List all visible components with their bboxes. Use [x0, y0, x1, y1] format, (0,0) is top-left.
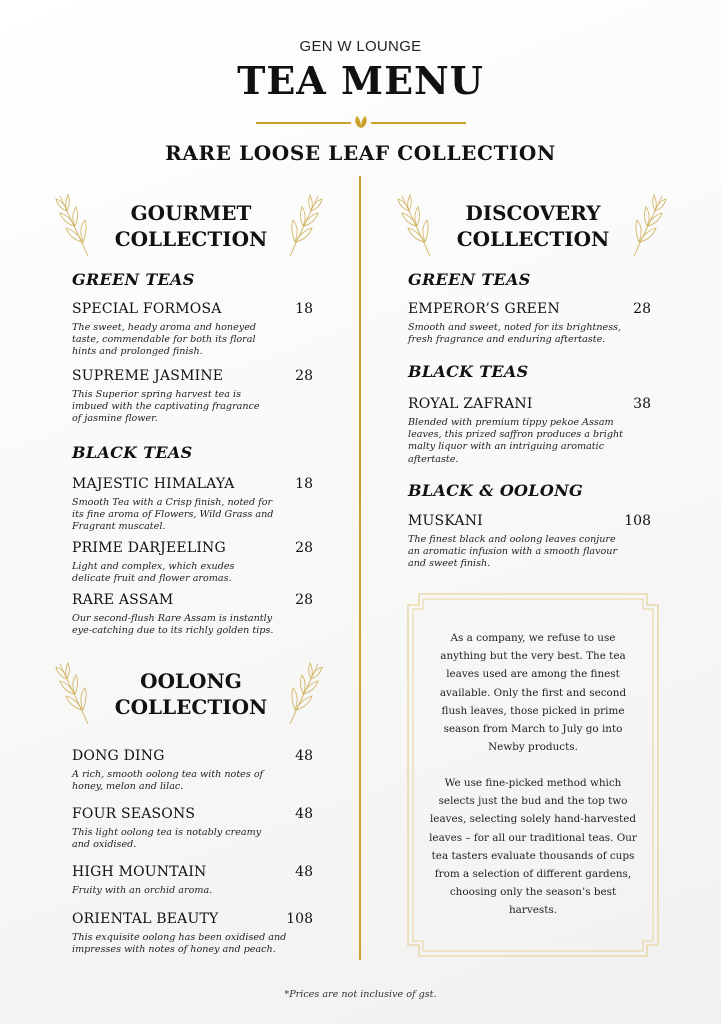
menu-item-price: 18: [295, 301, 313, 317]
menu-item-description: This Superior spring harvest tea is imbued with the captivating fragrance of jasmine flower.: [72, 389, 260, 425]
menu-item-description: A rich, smooth oolong tea with notes of honey, melon and lilac.: [72, 769, 264, 793]
menu-item-description: The finest black and oolong leaves conjure an aromatic infusion with a smooth flavour and sweet finish.: [408, 534, 618, 570]
price-footnote: *Prices are not inclusive of gst.: [284, 989, 437, 1000]
category-heading: BLACK TEAS: [408, 362, 529, 381]
laurel-sprig-icon: [394, 192, 436, 258]
laurel-sprig-icon: [52, 192, 94, 258]
page-title: TEA MENU: [237, 58, 484, 103]
menu-item-price: 48: [295, 806, 313, 822]
menu-item-name: ORIENTAL BEAUTY: [72, 911, 219, 927]
menu-item-name: MUSKANI: [408, 513, 483, 529]
menu-item-description: This light oolong tea is notably creamy and oxidised.: [72, 827, 262, 851]
menu-item-price: 28: [633, 301, 651, 317]
menu-item-description: Smooth Tea with a Crisp finish, noted for its fine aroma of Flowers, Wild Grass and Fragrant muscatel.: [72, 497, 274, 533]
menu-item-description: Our second-flush Rare Assam is instantly eye-catching due to its richly golden tips.: [72, 613, 274, 637]
menu-item-name: HIGH MOUNTAIN: [72, 864, 207, 880]
oolong-collection-title: OOLONG COLLECTION: [114, 669, 268, 719]
menu-item-description: The sweet, heady aroma and honeyed taste, commendable for both its floral hints and prolonged finish.: [72, 322, 257, 358]
menu-item-description: Light and complex, which exudes delicate fruit and flower aromas.: [72, 561, 235, 585]
menu-item-name: ROYAL ZAFRANI: [408, 396, 533, 412]
menu-item-description: Fruity with an orchid aroma.: [72, 885, 213, 896]
laurel-sprig-icon: [284, 660, 326, 726]
category-heading: BLACK TEAS: [72, 443, 193, 462]
menu-item-price: 28: [295, 368, 313, 384]
menu-item-price: 18: [295, 476, 313, 492]
note-paragraph: We use fine-picked method which selects just the bud and the top two leaves, selecting solely hand-harvested leaves – for all our traditional teas. Our tea tasters evaluate thousands of cups from a selection of different gardens, choosing only the season’s best harvests.: [429, 777, 637, 917]
column-divider: [359, 176, 361, 960]
menu-item-name: SUPREME JASMINE: [72, 368, 224, 384]
menu-item-price: 108: [624, 513, 651, 529]
menu-item-price: 28: [295, 540, 313, 556]
collection-subtitle: RARE LOOSE LEAF COLLECTION: [165, 141, 556, 165]
menu-item-price: 48: [295, 864, 313, 880]
menu-item-name: MAJESTIC HIMALAYA: [72, 476, 235, 492]
leaf-ornament-icon: [351, 112, 371, 130]
menu-item-price: 108: [286, 911, 313, 927]
laurel-sprig-icon: [628, 192, 670, 258]
menu-item-price: 38: [633, 396, 651, 412]
laurel-sprig-icon: [284, 192, 326, 258]
menu-item-description: This exquisite oolong has been oxidised and impresses with notes of honey and peach.: [72, 932, 287, 956]
note-paragraph: As a company, we refuse to use anything but the very best. The tea leaves used are among the finest available. Only the first and second flush leaves, those picked in prime season from March to July go into Newby products.: [439, 632, 627, 754]
laurel-sprig-icon: [52, 660, 94, 726]
gourmet-collection-title: GOURMET COLLECTION: [114, 201, 268, 251]
menu-item-name: RARE ASSAM: [72, 592, 174, 608]
menu-item-description: Smooth and sweet, noted for its brightness, fresh fragrance and enduring aftertaste.: [408, 322, 622, 346]
menu-item-name: PRIME DARJEELING: [72, 540, 226, 556]
category-heading: BLACK & OOLONG: [408, 481, 583, 500]
venue-name: GEN W LOUNGE: [299, 38, 422, 55]
menu-item-name: FOUR SEASONS: [72, 806, 196, 822]
category-heading: GREEN TEAS: [72, 270, 195, 289]
menu-item-description: Blended with premium tippy pekoe Assam leaves, this prized saffron produces a bright malty liquor with an intriguing aromatic aftertaste.: [408, 417, 623, 465]
menu-item-price: 48: [295, 748, 313, 764]
menu-item-price: 28: [295, 592, 313, 608]
menu-item-name: EMPEROR’S GREEN: [408, 301, 560, 317]
menu-item-name: SPECIAL FORMOSA: [72, 301, 222, 317]
discovery-collection-title: DISCOVERY COLLECTION: [456, 201, 610, 251]
category-heading: GREEN TEAS: [408, 270, 531, 289]
menu-item-name: DONG DING: [72, 748, 165, 764]
